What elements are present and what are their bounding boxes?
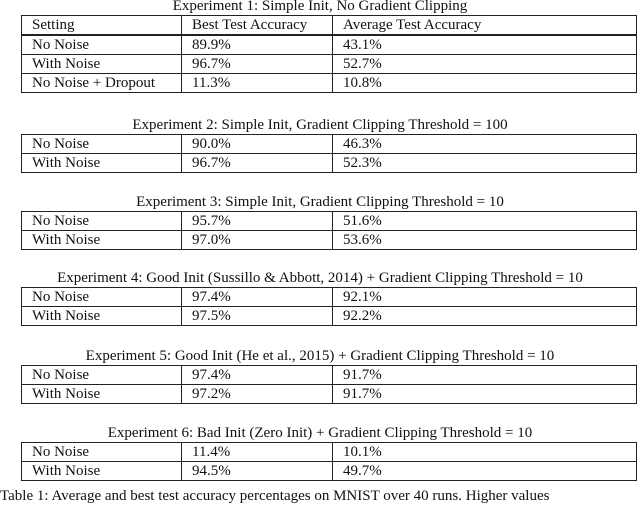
- table-caption-text: Table 1: Average and best test accuracy percentages on MNIST over 40 runs. Higher values: [0, 488, 550, 504]
- table-cell: 10.8%: [333, 74, 637, 93]
- table-row: [22, 212, 637, 231]
- table-row: [22, 154, 637, 173]
- table-cell: No Noise: [22, 135, 182, 154]
- experiment-3-table: [21, 211, 637, 250]
- experiment-4-caption: Experiment 4: Good Init (Sussillo & Abbott, 2014) + Gradient Clipping Threshold = 10: [57, 270, 583, 286]
- table-row: [22, 231, 637, 250]
- header-cell: Average Test Accuracy: [333, 16, 637, 36]
- table-cell: 94.5%: [182, 462, 333, 481]
- table-cell: No Noise: [22, 366, 182, 385]
- table-cell: 11.3%: [182, 74, 333, 93]
- header-cell: Best Test Accuracy: [182, 16, 333, 36]
- table-cell: With Noise: [22, 385, 182, 404]
- experiment-3: [0, 193, 640, 250]
- table-row: [22, 385, 637, 404]
- table-row: [22, 307, 637, 326]
- table-cell: 97.5%: [182, 307, 333, 326]
- table-row: [22, 288, 637, 307]
- table-cell: 96.7%: [182, 154, 333, 173]
- experiment-2-caption: Experiment 2: Simple Init, Gradient Clipping Threshold = 100: [132, 117, 508, 133]
- table-cell: No Noise: [22, 443, 182, 462]
- experiment-5-table: [21, 365, 637, 404]
- table-cell: 97.0%: [182, 231, 333, 250]
- table-cell: 90.0%: [182, 135, 333, 154]
- experiment-3-caption: Experiment 3: Simple Init, Gradient Clipping Threshold = 10: [136, 194, 504, 210]
- table-cell: With Noise: [22, 231, 182, 250]
- table-cell: 91.7%: [333, 366, 637, 385]
- table-cell: No Noise: [22, 35, 182, 55]
- experiment-1-caption: Experiment 1: Simple Init, No Gradient Clipping: [172, 0, 468, 14]
- table-cell: 92.1%: [333, 288, 637, 307]
- experiment-1: [0, 0, 640, 93]
- table-cell: 51.6%: [333, 212, 637, 231]
- experiment-5-caption: Experiment 5: Good Init (He et al., 2015) + Gradient Clipping Threshold = 10: [85, 348, 555, 364]
- table-cell: 97.4%: [182, 288, 333, 307]
- table-header-row: [22, 16, 637, 36]
- table-cell: 91.7%: [333, 385, 637, 404]
- table-row: [22, 443, 637, 462]
- table-cell: 49.7%: [333, 462, 637, 481]
- experiment-6-caption: Experiment 6: Bad Init (Zero Init) + Gradient Clipping Threshold = 10: [107, 425, 533, 441]
- header-cell: Setting: [22, 16, 182, 36]
- table-row: [22, 74, 637, 93]
- table-cell: No Noise + Dropout: [22, 74, 182, 93]
- experiment-2-table: [21, 134, 637, 173]
- table-cell: 52.3%: [333, 154, 637, 173]
- table-cell: 52.7%: [333, 55, 637, 74]
- table-cell: 46.3%: [333, 135, 637, 154]
- table-row: [22, 135, 637, 154]
- table-cell: With Noise: [22, 154, 182, 173]
- experiment-5: [0, 347, 640, 404]
- table-row: [22, 366, 637, 385]
- experiment-2: [0, 116, 640, 173]
- table-cell: 97.2%: [182, 385, 333, 404]
- experiment-1-table: [21, 15, 637, 93]
- table-cell: 95.7%: [182, 212, 333, 231]
- table-row: [22, 35, 637, 55]
- table-cell: 97.4%: [182, 366, 333, 385]
- table-row: [22, 55, 637, 74]
- experiment-4-table: [21, 287, 637, 326]
- table-cell: No Noise: [22, 288, 182, 307]
- table-cell: 10.1%: [333, 443, 637, 462]
- experiment-6-table: [21, 442, 637, 481]
- table-row: [22, 462, 637, 481]
- experiment-6: [0, 424, 640, 481]
- table-cell: 92.2%: [333, 307, 637, 326]
- table-cell: 89.9%: [182, 35, 333, 55]
- experiment-4: [0, 269, 640, 326]
- table-cell: 43.1%: [333, 35, 637, 55]
- table-cell: With Noise: [22, 55, 182, 74]
- table-cell: 11.4%: [182, 443, 333, 462]
- table-cell: No Noise: [22, 212, 182, 231]
- table-cell: 53.6%: [333, 231, 637, 250]
- table-cell: 96.7%: [182, 55, 333, 74]
- table-cell: With Noise: [22, 462, 182, 481]
- table-cell: With Noise: [22, 307, 182, 326]
